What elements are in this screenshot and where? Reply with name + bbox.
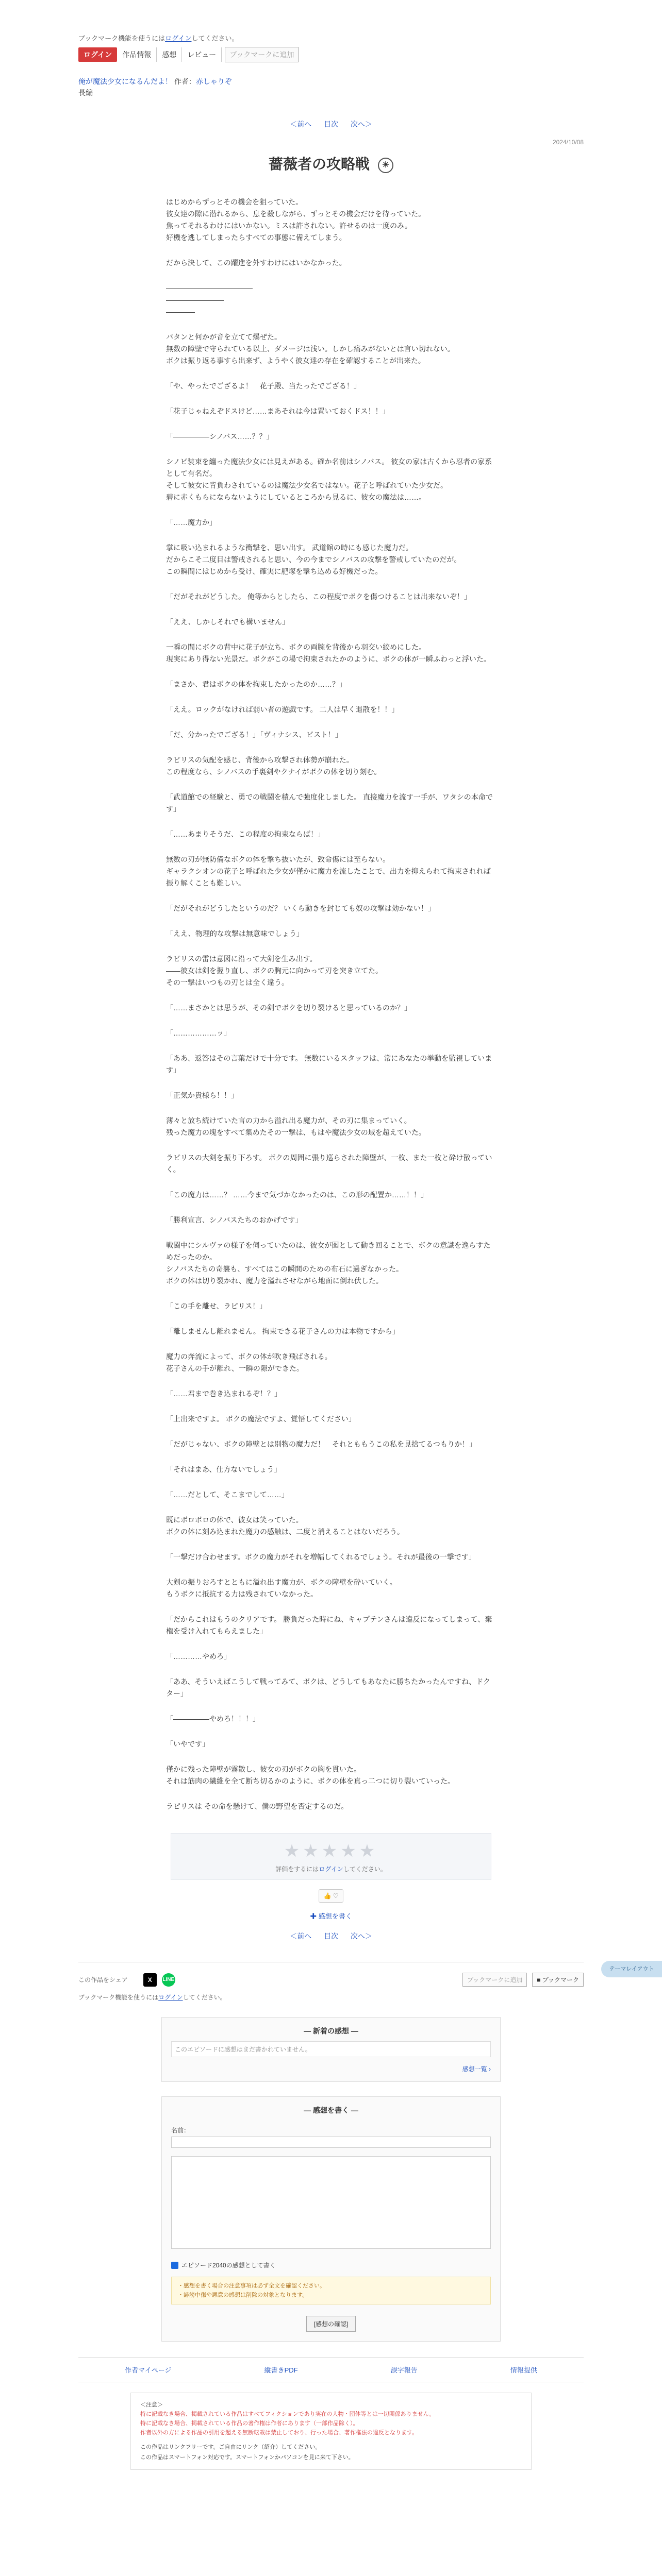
toc-link-bottom[interactable]: 目次 — [324, 1932, 338, 1940]
like-row — [78, 1889, 584, 1903]
bottom-note-prefix: ブックマーク機能を使うには — [78, 1994, 159, 2001]
body-paragraph: 「だがじゃない、ボクの障壁とは別物の魔力だ！ それとももうこの私を見捨てるつもりか！」 — [166, 1440, 476, 1448]
body-paragraph: 戦闘中にシルヴァの様子を伺っていたのは、彼女が囮として動き回ることで、ボクの意識を逸らすためだったのか。 シノバスたちの奇襲も、すべてはこの瞬間のための布石に過ぎなかった。 ボクの体は切り裂かれ、魔力を溢れさせながら地面に倒れ伏した。 — [166, 1241, 491, 1285]
body-paragraph: 「ええ、物理的な攻撃は無意味でしょう」 — [166, 929, 304, 938]
body-paragraph: 「ええ、しかしそれでも構いません」 — [166, 618, 289, 626]
tab-work-info[interactable]: 作品情報 — [117, 47, 157, 62]
body-paragraph: 「………………ッ」 — [166, 1029, 231, 1037]
attention-plain-2: この作品はスマートフォン対応です。スマートフォンかパソコンを見に来て下さい。 — [140, 2454, 354, 2461]
body-paragraph: 「だ、分かったでござる！」「ヴィナシス、ピスト！」 — [166, 731, 342, 739]
author-label: 作者： — [174, 77, 196, 86]
top-note-prefix: ブックマーク機能を使うには — [78, 35, 166, 42]
body-paragraph: 「上出来ですよ。 ボクの魔法ですよ、覚悟してください」 — [166, 1415, 356, 1423]
body-paragraph: ラピリスの雷は意図に沿って大剣を生み出す。 ――彼女は剣を握り直し、ボクの胸元に向かって刃を突き立てた。 その一撃はいつもの刃とは全く違う。 — [166, 955, 383, 987]
body-paragraph: 「ああ、そういえばこうして戦ってみて、ボクは、どうしてもあなたに勝ちたかったんですね、ドクター」 — [166, 1677, 490, 1698]
bookmark-button[interactable]: ■ ブックマーク — [532, 1973, 584, 1987]
bookmark-add-button-bottom[interactable]: ブックマークに追加 — [462, 1973, 527, 1987]
name-label: 名前： — [171, 2127, 190, 2134]
warning-line-1: ・感想を書く場合の注意事項は必ず全文を確認ください。 — [178, 2283, 325, 2289]
body-paragraph: ラピリスの大剣を振り下ろす。 ボクの周囲に張り巡らされた障壁が、一枚、また一枚と砕け散っていく。 — [166, 1154, 492, 1174]
pager-bottom — [78, 1931, 584, 1941]
body-paragraph: 「―――――やめろ！！！」 — [166, 1715, 260, 1723]
body-paragraph: 「この魔力は……？ ……今まで気づかなかったのは、この形の配置か……！！」 — [166, 1191, 428, 1199]
attention-box — [130, 2393, 532, 2470]
toc-link[interactable]: 目次 — [324, 120, 338, 128]
submit-row — [171, 2316, 491, 2332]
author-link[interactable]: 赤しゃりぞ — [195, 77, 232, 86]
top-login-link[interactable]: ログイン — [165, 35, 192, 42]
top-bookmark-note — [78, 0, 584, 47]
warning-line-2: ・誹謗中傷や悪意の感想は削除の対象となります。 — [178, 2292, 308, 2298]
top-note-suffix: してください。 — [191, 35, 239, 42]
body-paragraph: 「それはまあ、仕方ないでしょう」 — [166, 1465, 282, 1473]
write-impression-panel — [161, 2096, 501, 2342]
episode-check-label: エピソード2040の感想として書く — [181, 2262, 276, 2269]
write-impression-title: ― 感想を書く ― — [304, 2106, 358, 2114]
body-paragraph: 「…………やめろ」 — [166, 1652, 231, 1660]
impressions-list-link[interactable]: 感想一覧 › — [462, 2065, 491, 2073]
series-title-link[interactable]: 俺が魔法少女になるんだよ！ — [78, 77, 172, 86]
bookmark-add-button[interactable]: ブックマークに追加 — [225, 47, 299, 62]
body-paragraph: 魔力の奔流によって、ボクの体が吹き飛ばされる。 花子さんの手が離れ、一瞬の隙ができた。 — [166, 1352, 332, 1372]
latest-impressions-title: ― 新着の感想 ― — [304, 2027, 358, 2035]
attention-plain-1: この作品はリンクフリーです。ご自由にリンク（紹介）してください。 — [140, 2444, 321, 2450]
rating-note-prefix: 評価をするには — [275, 1866, 319, 1873]
pager-top — [78, 119, 584, 129]
impression-warning — [171, 2277, 491, 2304]
body-paragraph: 僅かに残った障壁が霧散し、彼女の刃がボクの胸を貫いた。 それは筋肉の繊維を全て断ち切るかのように、ボクの体を真っ二つに切り裂いていった。 — [166, 1765, 455, 1785]
next-link-bottom[interactable]: 次へ＞ — [350, 1932, 372, 1940]
body-paragraph: 一瞬の間にボクの背中に花子が立ち、ボクの両腕を背後から羽交い絞めにした。 現実にあり得ない光景だ。ボクがこの場で拘束されたかのように、ボクの体が一瞬ふわっと浮いた。 — [166, 643, 491, 663]
name-input[interactable] — [171, 2137, 491, 2148]
rating-note-suffix: してください。 — [343, 1866, 387, 1873]
tab-impressions[interactable]: 感想 — [157, 47, 182, 62]
body-paragraph: 「いやです」 — [166, 1740, 209, 1748]
info-link[interactable]: 情報提供 — [510, 2366, 537, 2374]
next-link[interactable]: 次へ＞ — [350, 120, 372, 128]
latest-impressions-panel — [161, 2017, 501, 2082]
rating-box — [171, 1833, 491, 1880]
body-paragraph: 既にボロボロの体で、彼女は笑っていた。 ボクの体に刻み込まれた魔力の感触は、二度と消えることはないだろう。 — [166, 1516, 404, 1536]
body-paragraph: ラピリスは その命を懸けて、僕の野望を否定するのだ。 — [166, 1802, 349, 1810]
vertical-pdf-link[interactable]: 縦書きPDF — [264, 2366, 298, 2374]
like-button[interactable]: 👍 ♡ — [319, 1889, 343, 1903]
episode-date: 2024/10/08 — [552, 139, 584, 146]
body-paragraph: 「武道館での経験と、勇での戦闘を積んで強度化しました。 直接魔力を流す一手が、ワタシの本命です」 — [166, 793, 493, 813]
prev-link[interactable]: ＜前へ — [290, 120, 312, 128]
attention-red-1: 特に記載なき場合、掲載されている作品はすべてフィクションであり実在の人物・団体等とは一切関係ありません。 — [140, 2411, 435, 2417]
body-paragraph: 「……君まで巻き込まれるぞ！？」 — [166, 1389, 282, 1398]
footer-links — [78, 2357, 584, 2382]
body-paragraph: だから決して、この躍進を外すわけにはいかなかった。 — [166, 259, 346, 267]
body-paragraph: 「だからこれはもうのクリアです。 勝負だった時にね、キャプテンさんは違反になってしまって、棄権を受け入れてもらえました」 — [166, 1615, 492, 1635]
body-paragraph: 「勝利宣言、シノバスたちのおかげです」 — [166, 1216, 303, 1224]
body-paragraph: 「正気か貴様ら！！」 — [166, 1091, 238, 1099]
share-right — [462, 1973, 584, 1987]
body-paragraph: 「一撃だけ合わせます。ボクの魔力がそれを増幅してくれるでしょう。それが最後の一撃です」 — [166, 1553, 476, 1561]
tab-review[interactable]: レビュー — [182, 47, 222, 62]
prev-link-bottom[interactable]: ＜前へ — [290, 1932, 312, 1940]
bottom-login-link[interactable]: ログイン — [158, 1994, 183, 2001]
sun-icon: ☀ — [378, 158, 393, 173]
episode-check-row[interactable] — [171, 2261, 491, 2269]
body-paragraph: 「だがそれがどうしたというのだ？ いくら動きを封じても奴の攻撃は効かない！」 — [166, 904, 435, 912]
body-paragraph: 「―――――シノバス……？？」 — [166, 432, 274, 440]
rating-note — [171, 1865, 491, 1873]
share-bar — [78, 1962, 584, 2002]
header-tabs — [78, 47, 584, 62]
share-row — [78, 1973, 584, 1987]
body-paragraph: 「ああ、返答はその言葉だけで十分です。 無数にいるスタッフは、常にあなたの挙動を監視しています」 — [166, 1054, 492, 1074]
body-paragraph: ラピリスの気配を感じ、背後から攻撃され体勢が崩れた。 この程度なら、シノバスの手裏剣やクナイがボクの体を切り刻む。 — [166, 756, 382, 776]
body-paragraph: 「まさか、君はボクの体を拘束したかったのか……？」 — [166, 680, 346, 688]
body-paragraph: バタンと何かが音を立てて爆ぜた。 無数の障壁で守られている以上、ダメージは浅い。しかし痛みがないとは言い切れない。 ボクは振り返る事すら出来ず、ようやく彼女達の存在を確認することが出来た。 — [166, 333, 455, 365]
write-impression-link[interactable]: ✚ 感想を書く — [310, 1912, 352, 1920]
attention-red-2: 特に記載なき場合、掲載されている作品の著作権は作者にあります（一部作品除く）。 — [140, 2420, 359, 2427]
theme-layout-tab[interactable]: テーマレイアウト — [601, 1961, 662, 1977]
author-page-link[interactable]: 作者マイページ — [125, 2366, 172, 2374]
series-extra: 長編 — [78, 89, 93, 97]
confirm-impression-button[interactable]: [感想の確認] — [306, 2316, 356, 2332]
body-paragraph: 「……あまりそうだ、この程度の拘束ならば！」 — [166, 830, 325, 838]
body-paragraph: 「この手を離せ、ラピリス！」 — [166, 1302, 267, 1310]
body-paragraph: 「だがそれがどうした。 俺等からとしたら、この程度でボクを傷つけることは出来ないぞ！」 — [166, 592, 471, 601]
series-info — [78, 76, 584, 98]
body-paragraph: ―――――――――――― ―――――――― ―――― — [166, 284, 253, 316]
body-paragraph: 「離しませんし離れません。 拘束できる花子さんの力は本物ですから」 — [166, 1327, 400, 1335]
body-paragraph: 薄々と放ち続けていた言の力から溢れ出る魔力が、その刃に集まっていく。 残った魔力の塊をすべて集めたその一撃は、もはや魔法少女の域を超えていた。 — [166, 1116, 426, 1137]
line-share-icon[interactable]: LINE — [162, 1973, 175, 1987]
bottom-note-suffix: してください。 — [183, 1994, 226, 2001]
episode-checkbox[interactable] — [171, 2262, 178, 2269]
latest-impressions-empty: このエピソードに感想はまだ書かれていません。 — [171, 2041, 491, 2057]
body-paragraph: はじめからずっとその機会を狙っていた。 彼女達の隙に潜れるから、息を殺しながら、ずっとその機会だけを待っていた。 焦ってそれるわけにはいかない。ミスは許されない。許せるのは一度のみ。 好機を逃してしまったらすべての事態に備えてしまう。 — [166, 198, 426, 242]
share-label: この作品をシェア — [78, 1976, 128, 1984]
body-paragraph: 「花子じゃねえぞドスけど……まあそれは今は置いておくドス！！」 — [166, 407, 390, 415]
body-paragraph: 掌に吸い込まれるような衝撃を、思い出す。 武道館の時にも感じた魔力だ。 だからこそ二度目は警戒されると思い、今の今までシノバスの攻撃を警戒していたのだが。 この瞬間にはじめから受け、確実に肥塚を撃ち込める好機だった。 — [166, 544, 461, 575]
body-paragraph: 「ええ。ロックがなければ弱い者の遊戯です。 二人は早く退散を！！」 — [166, 705, 399, 714]
rating-login-link[interactable]: ログイン — [319, 1866, 343, 1873]
x-share-icon[interactable]: X — [143, 1973, 157, 1987]
rating-stars[interactable]: ★★★★★ — [284, 1841, 378, 1861]
episode-body — [166, 196, 496, 1812]
impression-textarea[interactable] — [171, 2156, 491, 2249]
body-paragraph: 「……まさかとは思うが、その剣でボクを切り裂けると思っているのか？」 — [166, 1004, 411, 1012]
body-paragraph: シノビ装束を纏った魔法少女には見えがある。確か名前はシノバス。 彼女の家は古くから忍者の家系として有名だ。 そして彼女に背負わされているのは魔法少女名ではない。花子と呼ばれていた少女だ。 碧に赤くもらにならないようにしているところから見るに、彼女の魔法は……。 — [166, 457, 492, 501]
body-paragraph: 無数の刃が無防備なボクの体を撃ち抜いたが、致命傷には至らない。 ギャラクシオンの花子と呼ばれた少女が僅かに魔力を流したことで、出力を抑えられて拘束されれば振り解くことも難しい。 — [166, 855, 491, 887]
episode-title: 薔薇者の攻略戦 — [268, 156, 370, 172]
attention-head: ＜注意＞ — [140, 2402, 163, 2408]
bottom-bookmark-note — [78, 1993, 584, 2002]
body-paragraph: 「……魔力か」 — [166, 518, 217, 527]
attention-red-3: 作者以外の方による作品の引用を超える無断転載は禁止しており、行った場合、著作権法の違反となります。 — [140, 2430, 418, 2436]
episode-title-row — [78, 153, 584, 174]
typo-report-link[interactable]: 誤字報告 — [390, 2366, 418, 2374]
body-paragraph: 「……だとして、そこまでして……」 — [166, 1490, 289, 1499]
body-paragraph: 「や、やったでござるよ！ 花子殿、当たったでござる！」 — [166, 382, 361, 390]
body-paragraph: 大剣の振りおろすとともに溢れ出す魔力が、ボクの障壁を砕いていく。 もうボクに抵抗する力は残されていなかった。 — [166, 1578, 397, 1598]
login-tab[interactable]: ログイン — [78, 47, 117, 62]
